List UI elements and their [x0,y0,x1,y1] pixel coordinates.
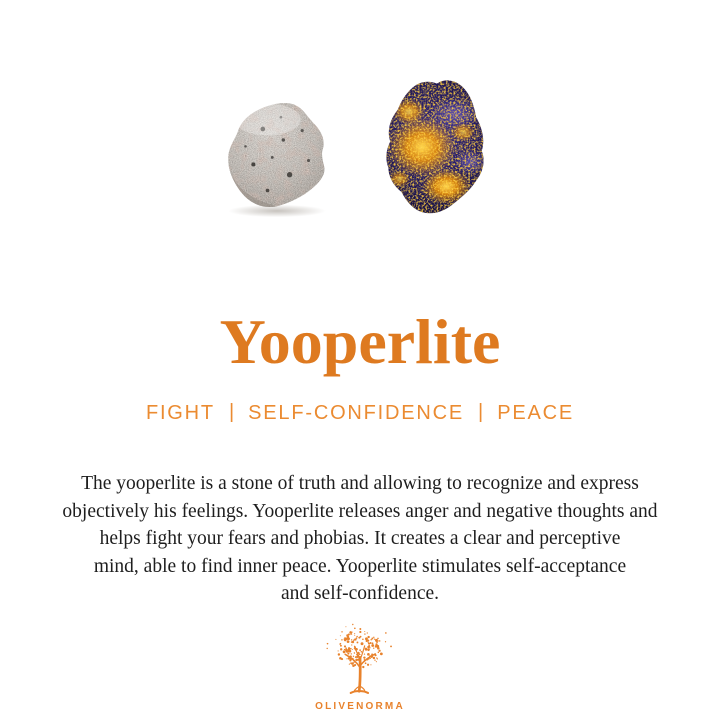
rock-uv-glow-image [366,76,506,222]
tag-peace: PEACE [497,402,575,424]
description-line: The yooperlite is a stone of truth and allowing to recognize and express [81,473,639,494]
keyword-tags [146,400,574,426]
description-line: helps fight your fears and phobias. It creates a clear and perceptive [99,528,621,549]
description-line: and self-confidence. [280,583,440,604]
description-paragraph [62,470,657,608]
page-title: Yooperlite [219,306,501,377]
rock-daylight-image [214,88,340,222]
description-line: mind, able to find inner peace. Yooperlite stimulates self-acceptance [93,555,627,577]
brand-logo [315,620,405,712]
tag-separator: | [478,401,484,423]
tag-separator: | [228,401,235,423]
tag-self-confidence: SELF-CONFIDENCE [248,402,465,424]
olivenorma-tree-icon [326,620,394,698]
description-line: objectively his feelings. Yooperlite releases anger and negative thoughts and [62,500,658,522]
tag-fight: FIGHT [145,402,215,424]
brand-name: OLIVENORMA [315,700,405,712]
rock-images [214,78,506,222]
